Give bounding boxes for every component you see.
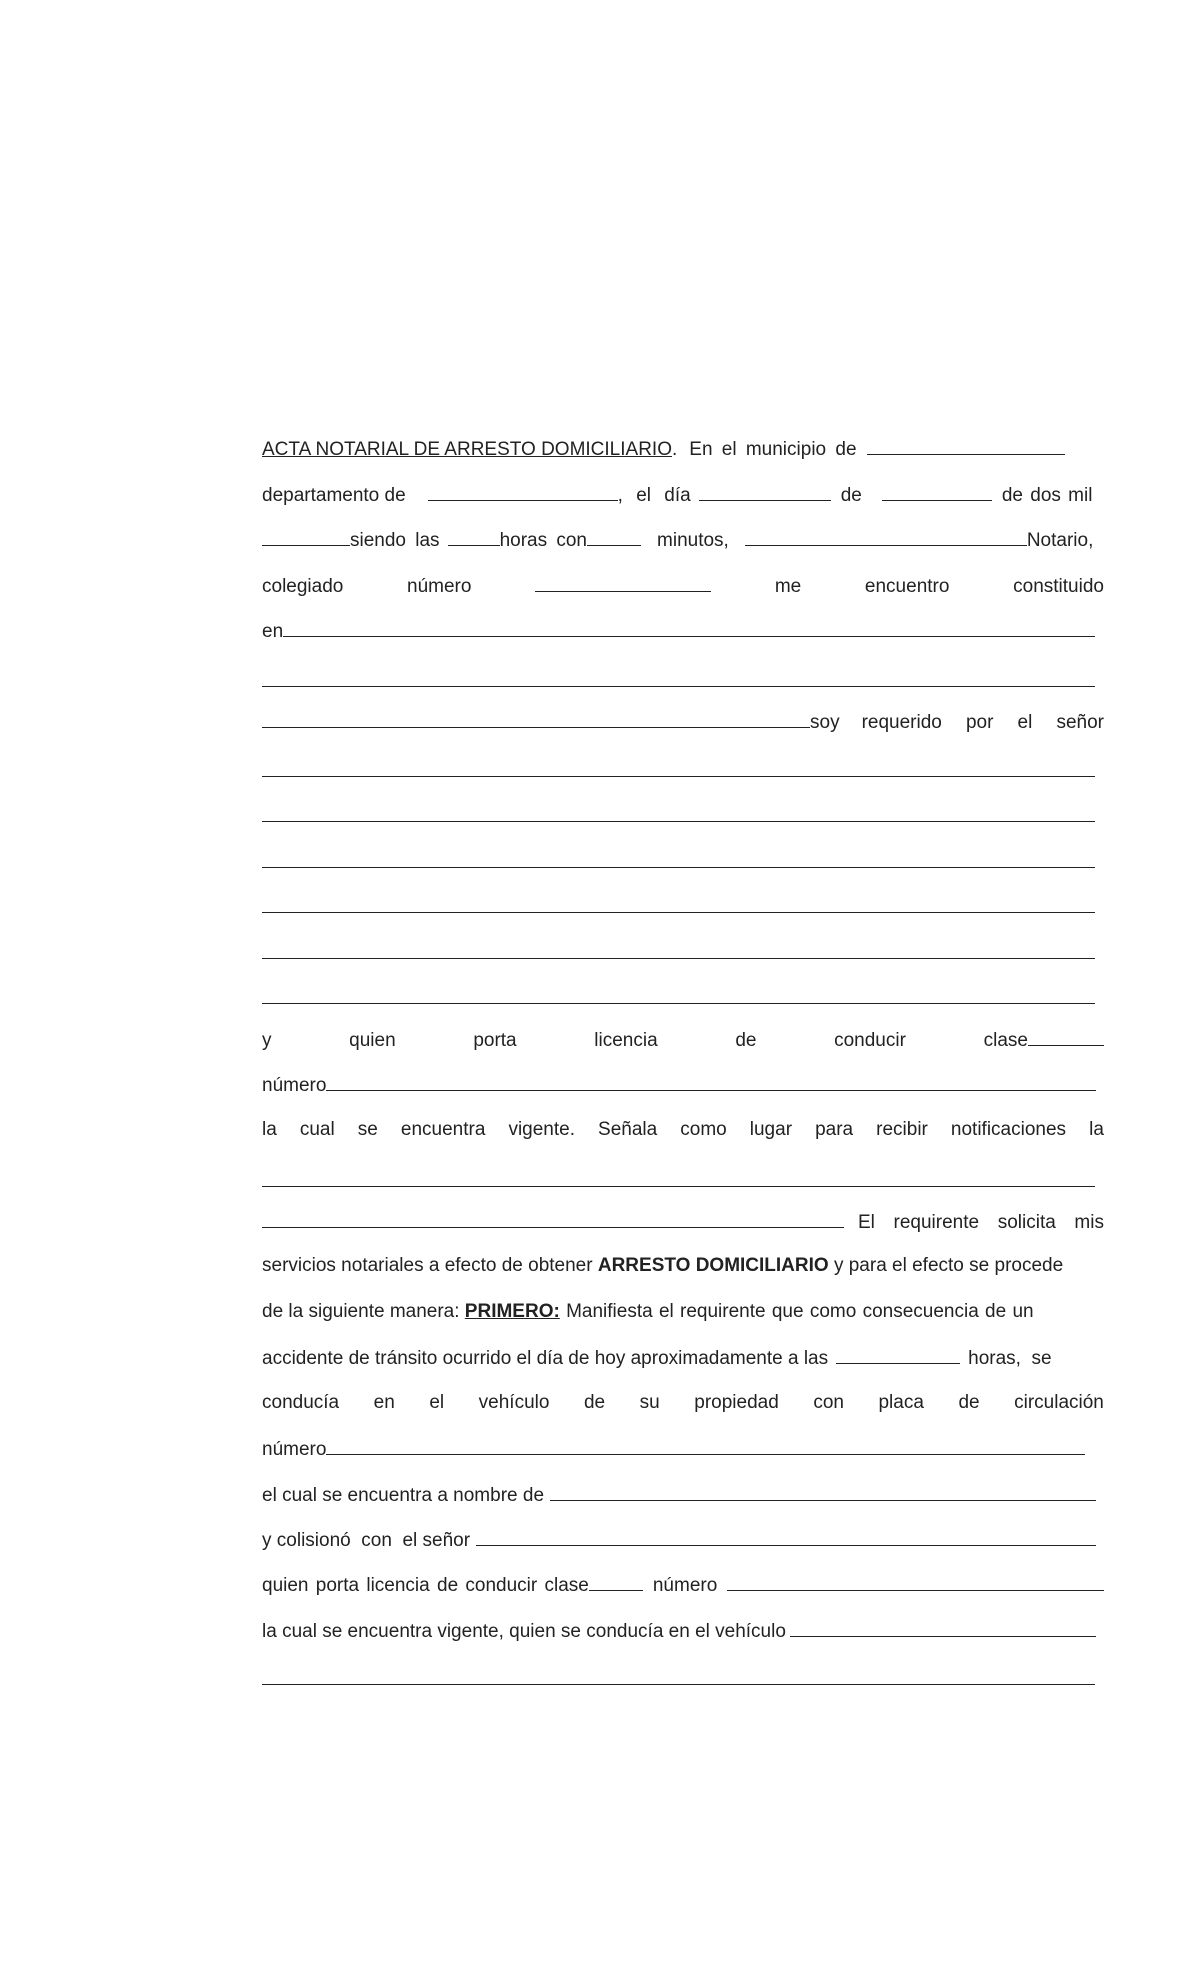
notario-label: Notario, (1026, 530, 1094, 551)
line26-text-b: número (652, 1575, 718, 1596)
numero-label-15: número (262, 1075, 327, 1096)
doc-line-27 (262, 1618, 1096, 1644)
w18-a: El (858, 1212, 875, 1233)
year-field[interactable] (262, 527, 350, 546)
doc-line-20 (262, 1300, 1104, 1324)
blank-line-6[interactable] (262, 686, 1095, 687)
doc-line-5 (262, 618, 1095, 644)
line27-text: la cual se encuentra vigente, quien se conducía en el vehículo (262, 1621, 786, 1642)
w22-d: vehículo (478, 1392, 550, 1413)
w18-c: solicita (997, 1212, 1056, 1233)
w16-j: recibir (876, 1119, 928, 1140)
w22-a: conducía (262, 1392, 340, 1413)
line21-text-b: horas, se (968, 1348, 1052, 1369)
notification-address-field[interactable] (262, 1186, 1095, 1187)
blank-line-11[interactable] (262, 912, 1095, 913)
doc-line-19 (262, 1254, 1104, 1278)
line24-text: el cual se encuentra a nombre de (262, 1485, 545, 1506)
w22-j: de (958, 1392, 980, 1413)
senor-label: señor (1056, 712, 1104, 733)
doc-line-26 (262, 1572, 1104, 1598)
departamento-label: departamento de (262, 485, 406, 506)
el-label: el (1017, 712, 1033, 733)
other-license-class-field[interactable] (589, 1572, 643, 1591)
en-label: en (262, 621, 284, 642)
vehicle-owner-field[interactable] (550, 1482, 1096, 1501)
w22-g: propiedad (694, 1392, 779, 1413)
de-label: de (840, 485, 862, 506)
y-label: y (262, 1030, 272, 1051)
requerido-label: requerido (861, 712, 942, 733)
doc-line-2 (262, 482, 1104, 508)
document-title: ACTA NOTARIAL DE ARRESTO DOMICILIARIO (262, 439, 672, 460)
plate-number-field[interactable] (326, 1436, 1085, 1455)
w22-c: el (429, 1392, 445, 1413)
location-field[interactable] (283, 618, 1095, 637)
porta-label: porta (473, 1030, 517, 1051)
w16-d: encuentra (400, 1119, 486, 1140)
w16-e: vigente. (508, 1119, 575, 1140)
departamento-field[interactable] (428, 482, 618, 501)
blank-line-8[interactable] (262, 776, 1095, 777)
doc-line-18 (262, 1209, 1104, 1235)
w18-d: mis (1074, 1212, 1104, 1233)
doc-line-25 (262, 1527, 1096, 1553)
dia-label: , el día (617, 485, 691, 506)
license-number-field[interactable] (326, 1072, 1096, 1091)
blank-line-12[interactable] (262, 958, 1095, 959)
doc-line-23 (262, 1436, 1085, 1462)
doc-line-1 (262, 436, 1104, 462)
numero-label: número (407, 576, 472, 597)
soy-label: soy (810, 712, 840, 733)
line20-text-a: de la siguiente manera: (262, 1301, 465, 1322)
w16-g: como (680, 1119, 727, 1140)
me-label: me (774, 576, 802, 597)
mes-field[interactable] (882, 482, 992, 501)
doc-line-21 (262, 1345, 1104, 1371)
horas-con-label: horas con (499, 530, 588, 551)
doc-line-24 (262, 1482, 1096, 1508)
municipio-field[interactable] (867, 436, 1065, 455)
line21-text-a: accidente de tránsito ocurrido el día de hoy aproximadamente a las (262, 1348, 829, 1369)
w16-b: cual (299, 1119, 335, 1140)
minutes-field[interactable] (587, 527, 641, 546)
siendo-las-label: siendo las (350, 530, 440, 551)
w22-i: placa (878, 1392, 924, 1413)
arresto-domiciliario-bold: ARRESTO DOMICILIARIO (597, 1255, 829, 1276)
doc-line-3 (262, 527, 1104, 553)
w18-b: requirente (893, 1212, 980, 1233)
quien-label: quien (349, 1030, 396, 1051)
other-driver-field[interactable] (476, 1527, 1096, 1546)
line19-text-c: y para el efecto se procede (828, 1255, 1064, 1276)
minutos-label: minutos, (657, 530, 729, 551)
w16-k: notificaciones (950, 1119, 1067, 1140)
hours-field[interactable] (448, 527, 500, 546)
dia-field[interactable] (699, 482, 831, 501)
constituido-label: constituido (1013, 576, 1104, 597)
w22-e: de (583, 1392, 606, 1413)
w16-i: para (815, 1119, 854, 1140)
w22-k: circulación (1014, 1392, 1104, 1413)
other-vehicle-field[interactable] (790, 1618, 1096, 1637)
de-dos-mil-label: de dos mil (1001, 485, 1093, 506)
w22-b: en (373, 1392, 395, 1413)
doc-line-14 (262, 1027, 1104, 1053)
notification-address-cont-field[interactable] (262, 1209, 844, 1228)
numero-label-23: número (262, 1439, 327, 1460)
line26-text-a: quien porta licencia de conducir clase (262, 1575, 589, 1596)
line25-text: y colisionó con el señor (262, 1530, 471, 1551)
doc-line-7 (262, 709, 1104, 735)
other-license-number-field[interactable] (727, 1572, 1104, 1591)
notario-name-field[interactable] (745, 527, 1027, 546)
blank-line-13[interactable] (262, 1003, 1095, 1004)
blank-line-9[interactable] (262, 821, 1095, 822)
w16-a: la (262, 1119, 277, 1140)
w16-h: lugar (749, 1119, 793, 1140)
location-cont-field[interactable] (262, 709, 810, 728)
colegiado-label: colegiado (262, 576, 344, 597)
de-label-14: de (735, 1030, 757, 1051)
colegiado-number-field[interactable] (535, 573, 711, 592)
blank-line-10[interactable] (262, 867, 1095, 868)
line19-text-a: servicios notariales a efecto de obtener (262, 1255, 598, 1276)
w16-c: se (357, 1119, 378, 1140)
municipio-label: En el municipio de (689, 439, 857, 460)
doc-line-22 (262, 1391, 1104, 1415)
encuentro-label: encuentro (864, 576, 950, 597)
primero-heading: PRIMERO: (464, 1301, 560, 1322)
clase-label: clase (983, 1030, 1028, 1051)
blank-line-28[interactable] (262, 1684, 1095, 1685)
license-class-field[interactable] (1028, 1027, 1104, 1046)
doc-line-4 (262, 573, 1104, 599)
w16-f: Señala (598, 1119, 658, 1140)
doc-line-15 (262, 1072, 1096, 1098)
title-period: . (671, 439, 678, 460)
w16-l: la (1089, 1119, 1104, 1140)
doc-line-16 (262, 1118, 1104, 1142)
licencia-label: licencia (594, 1030, 658, 1051)
conducir-label: conducir (834, 1030, 906, 1051)
accident-time-field[interactable] (836, 1345, 960, 1364)
por-label: por (965, 712, 994, 733)
line20-text-c: Manifiesta el requirente que como consecuencia de un (559, 1301, 1034, 1322)
w22-f: su (639, 1392, 660, 1413)
w22-h: con (813, 1392, 844, 1413)
